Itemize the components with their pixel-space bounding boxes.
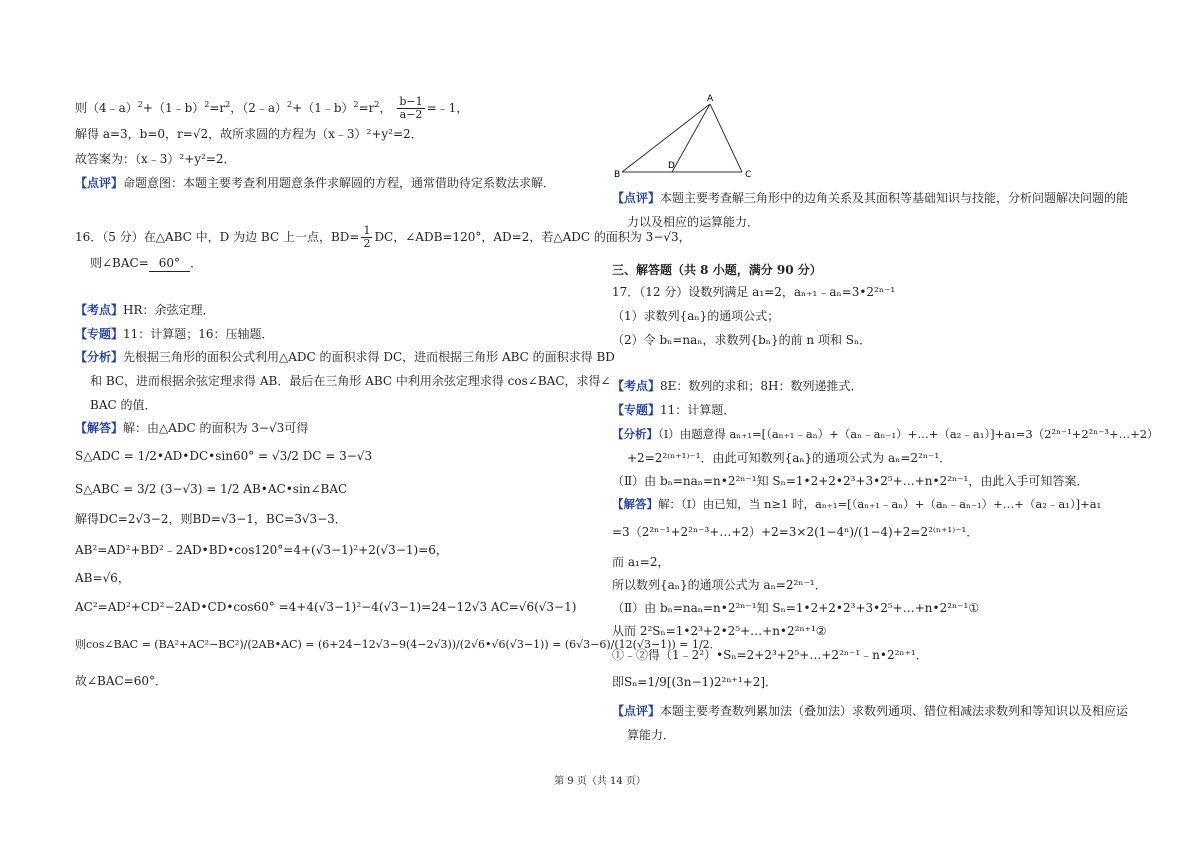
dianping-text: 本题主要考查数列累加法（叠加法）求数列通项、错位相减法求数列和等知识以及相应运 [660, 704, 1129, 718]
jieda-line-2: =3（2²ⁿ⁻¹+2²ⁿ⁻³+…+2）+2=3×2(1−4ⁿ)/(1−4)+2=2²⁽ⁿ⁺¹⁾⁻¹． [612, 525, 979, 539]
jieda-line-3: 而 a₁=2， [612, 555, 670, 569]
jieda-line-8: 即Sₙ=1/9[(3n−1)2²ⁿ⁺¹+2]． [612, 675, 778, 689]
text: =﹣1， [426, 101, 469, 115]
label-a: A [707, 94, 714, 104]
fraction [361, 225, 372, 250]
fraction [397, 96, 424, 121]
fenxi-line-3: （Ⅱ）由 bₙ=naₙ=n•2²ⁿ⁻¹知 Sₙ=1•2+2•2³+3•2⁵+…+n•2²ⁿ⁻¹，由此入手可知答案． [612, 474, 1089, 488]
formula-cos-bac: 则cos∠BAC = (BA²+AC²−BC²)/(2AB•AC) = (6+24−12√3−9(4−2√3))/(2√6•√6(√3−1)) = (6√3−6)/(12(√3−1)) = 1/2． [75, 638, 721, 651]
dianping-line-2: 力以及相应的运算能力． [627, 215, 760, 229]
kaodian-line [612, 378, 863, 394]
fenxi-tag: 【分析】 [75, 350, 124, 364]
question-16-answer [90, 255, 202, 272]
jieda-tag: 【解答】 [612, 497, 658, 511]
jieda-line-4: 所以数列{aₙ}的通项公式为 aₙ=2²ⁿ⁻¹． [612, 578, 827, 592]
label-c: C [745, 170, 752, 180]
formula-ab: AB=√6， [75, 571, 130, 585]
fenxi-text: （Ⅰ）由题意得 aₙ₊₁=[（aₙ₊₁﹣aₙ）+（aₙ﹣aₙ₋₁）+…+（a₂﹣a₁）]+a₁=3（2²ⁿ⁻¹+2²ⁿ⁻³+…+2） [658, 427, 1159, 441]
text: ，（2﹣a） [230, 101, 288, 115]
jieda-line-6: 从而 2²Sₙ=1•2³+2•2⁵+…+n•2²ⁿ⁺¹② [612, 624, 827, 638]
sup: 2 [204, 100, 210, 109]
zhuanti-tag: 【专题】 [75, 327, 124, 341]
label-b: B [614, 170, 621, 180]
solution-line-2: 解得 a=3，b=0，r=√2，故所求圆的方程为（x﹣3）²+y²=2． [75, 127, 423, 141]
question-16 [75, 225, 691, 250]
text: 则∠BAC= [90, 256, 149, 270]
text: =r [209, 101, 226, 115]
formula-dc: 解得DC=2√3−2，则BD=√3−1，BC=3√3−3． [75, 512, 347, 526]
section-heading: 三、解答题（共 8 小题，满分 90 分） [612, 263, 822, 277]
kaodian-tag: 【考点】 [75, 303, 124, 317]
fenxi-line-1 [75, 349, 615, 365]
zhuanti-line [75, 326, 274, 342]
formula-ab-squared: AB²=AD²+BD²﹣2AD•BD•cos120°=4+(√3−1)²+2(√3−1)=6， [75, 543, 448, 557]
dianping2-line-2: 算能力． [627, 728, 676, 742]
jieda-line [75, 420, 308, 436]
answer-blank: 60° [149, 255, 190, 272]
text: 则（4﹣a） [75, 101, 138, 115]
jieda-line-1 [612, 496, 1101, 512]
side-ab [622, 104, 710, 172]
text: =r [358, 101, 375, 115]
fenxi-line-2: 和 BC，进而根据余弦定理求得 AB．最后在三角形 ABC 中利用余弦定理求得 cos∠BAC，求得∠ [90, 374, 611, 388]
sup: 2 [353, 100, 359, 109]
fenxi-tag: 【分析】 [612, 427, 658, 441]
question-17-part-1: （1）求数列{aₙ}的通项公式； [612, 309, 780, 323]
page-footer: 第 9 页（共 14 页） [554, 776, 646, 787]
text: +（1﹣b） [142, 101, 205, 115]
sup: 2 [225, 100, 231, 109]
formula-s-adc: S△ADC = 1/2•AD•DC•sin60° = √3/2 DC = 3−√3 [75, 449, 373, 463]
comment-line [75, 175, 555, 191]
denominator: 2 [363, 237, 371, 250]
comment-text: 命题意图：本题主要考查利用题意条件求解圆的方程，通常借助待定系数法求解． [123, 176, 556, 190]
jieda-line-5: （Ⅱ）由 bₙ=naₙ=n•2²ⁿ⁻¹知 Sₙ=1•2+2•2³+3•2⁵+…+n•2²ⁿ⁻¹① [612, 601, 980, 615]
sup: 2 [374, 100, 380, 109]
question-17-part-2: （2）令 bₙ=naₙ，求数列{bₙ}的前 n 项和 Sₙ． [612, 333, 872, 347]
numerator: b−1 [399, 95, 423, 108]
side-ac [710, 104, 742, 172]
conclusion-line: 故∠BAC=60°． [75, 674, 168, 688]
denominator: a−2 [399, 108, 423, 121]
dianping-tag: 【点评】 [612, 191, 661, 205]
text: DC，∠ADB=120°，AD=2，若△ADC 的面积为 3−√3， [374, 230, 691, 244]
segment-ad [672, 104, 710, 172]
jieda-text: 解：（Ⅰ）由已知，当 n≥1 时，aₙ₊₁=[（aₙ₊₁﹣aₙ）+（aₙ﹣aₙ₋₁）+…+（a₂﹣a₁）]+a₁ [658, 497, 1102, 511]
jieda-line-7: ①﹣②得（1﹣2²）•Sₙ=2+2³+2⁵+…+2²ⁿ⁻¹﹣n•2²ⁿ⁺¹． [612, 648, 928, 662]
zhuanti-line [612, 402, 735, 418]
formula-ac: AC²=AD²+CD²−2AD•CD•cos60° =4+4(√3−1)²−4(√3−1)=24−12√3 AC=√6(√3−1) [75, 600, 577, 614]
comment-tag: 【点评】 [75, 176, 124, 190]
fenxi-text: 先根据三角形的面积公式利用△ADC 的面积求得 DC，进而根据三角形 ABC 的面积求得 BD [123, 350, 615, 364]
dianping-line-1 [612, 190, 1128, 206]
dianping-tag: 【点评】 [612, 704, 661, 718]
sup: 2 [137, 100, 143, 109]
jieda-tag: 【解答】 [75, 421, 124, 435]
zhuanti-text: 11：计算题． [660, 403, 736, 417]
text: ， [379, 101, 392, 115]
question-17: 17．（12 分）设数列满足 a₁=2，aₙ₊₁﹣aₙ=3•2²ⁿ⁻¹ [612, 285, 896, 299]
kaodian-text: HR：余弦定理． [123, 303, 215, 317]
solution-line-1 [75, 96, 468, 121]
text: +（1﹣b） [292, 101, 354, 115]
formula-s-abc: S△ABC = 3/2 (3−√3) = 1/2 AB•AC•sin∠BAC [75, 482, 348, 496]
text: ． [190, 256, 203, 270]
fenxi-line-2: +2=2²⁽ⁿ⁺¹⁾⁻¹．由此可知数列{aₙ}的通项公式为 aₙ=2²ⁿ⁻¹． [627, 451, 952, 465]
dianping2-line-1 [612, 703, 1128, 719]
text: 16．（5 分）在△ABC 中，D 为边 BC 上一点，BD= [75, 230, 360, 244]
jieda-text: 解：由△ADC 的面积为 3−√3可得 [123, 421, 309, 435]
numerator: 1 [363, 224, 371, 237]
answer-line: 故答案为：（x﹣3）²+y²=2． [75, 152, 236, 166]
zhuanti-text: 11：计算题；16：压轴题． [123, 327, 274, 341]
triangle-figure [612, 90, 762, 182]
kaodian-line [75, 302, 215, 318]
label-d: D [668, 161, 675, 171]
zhuanti-tag: 【专题】 [612, 403, 661, 417]
kaodian-text: 8E：数列的求和；8H：数列递推式． [660, 379, 863, 393]
dianping-text: 本题主要考查解三角形中的边角关系及其面积等基础知识与技能，分析问题解决问题的能 [660, 191, 1129, 205]
fenxi-line-1 [612, 426, 1159, 442]
fenxi-line-3: BAC 的值． [90, 398, 157, 412]
kaodian-tag: 【考点】 [612, 379, 661, 393]
sup: 2 [287, 100, 293, 109]
